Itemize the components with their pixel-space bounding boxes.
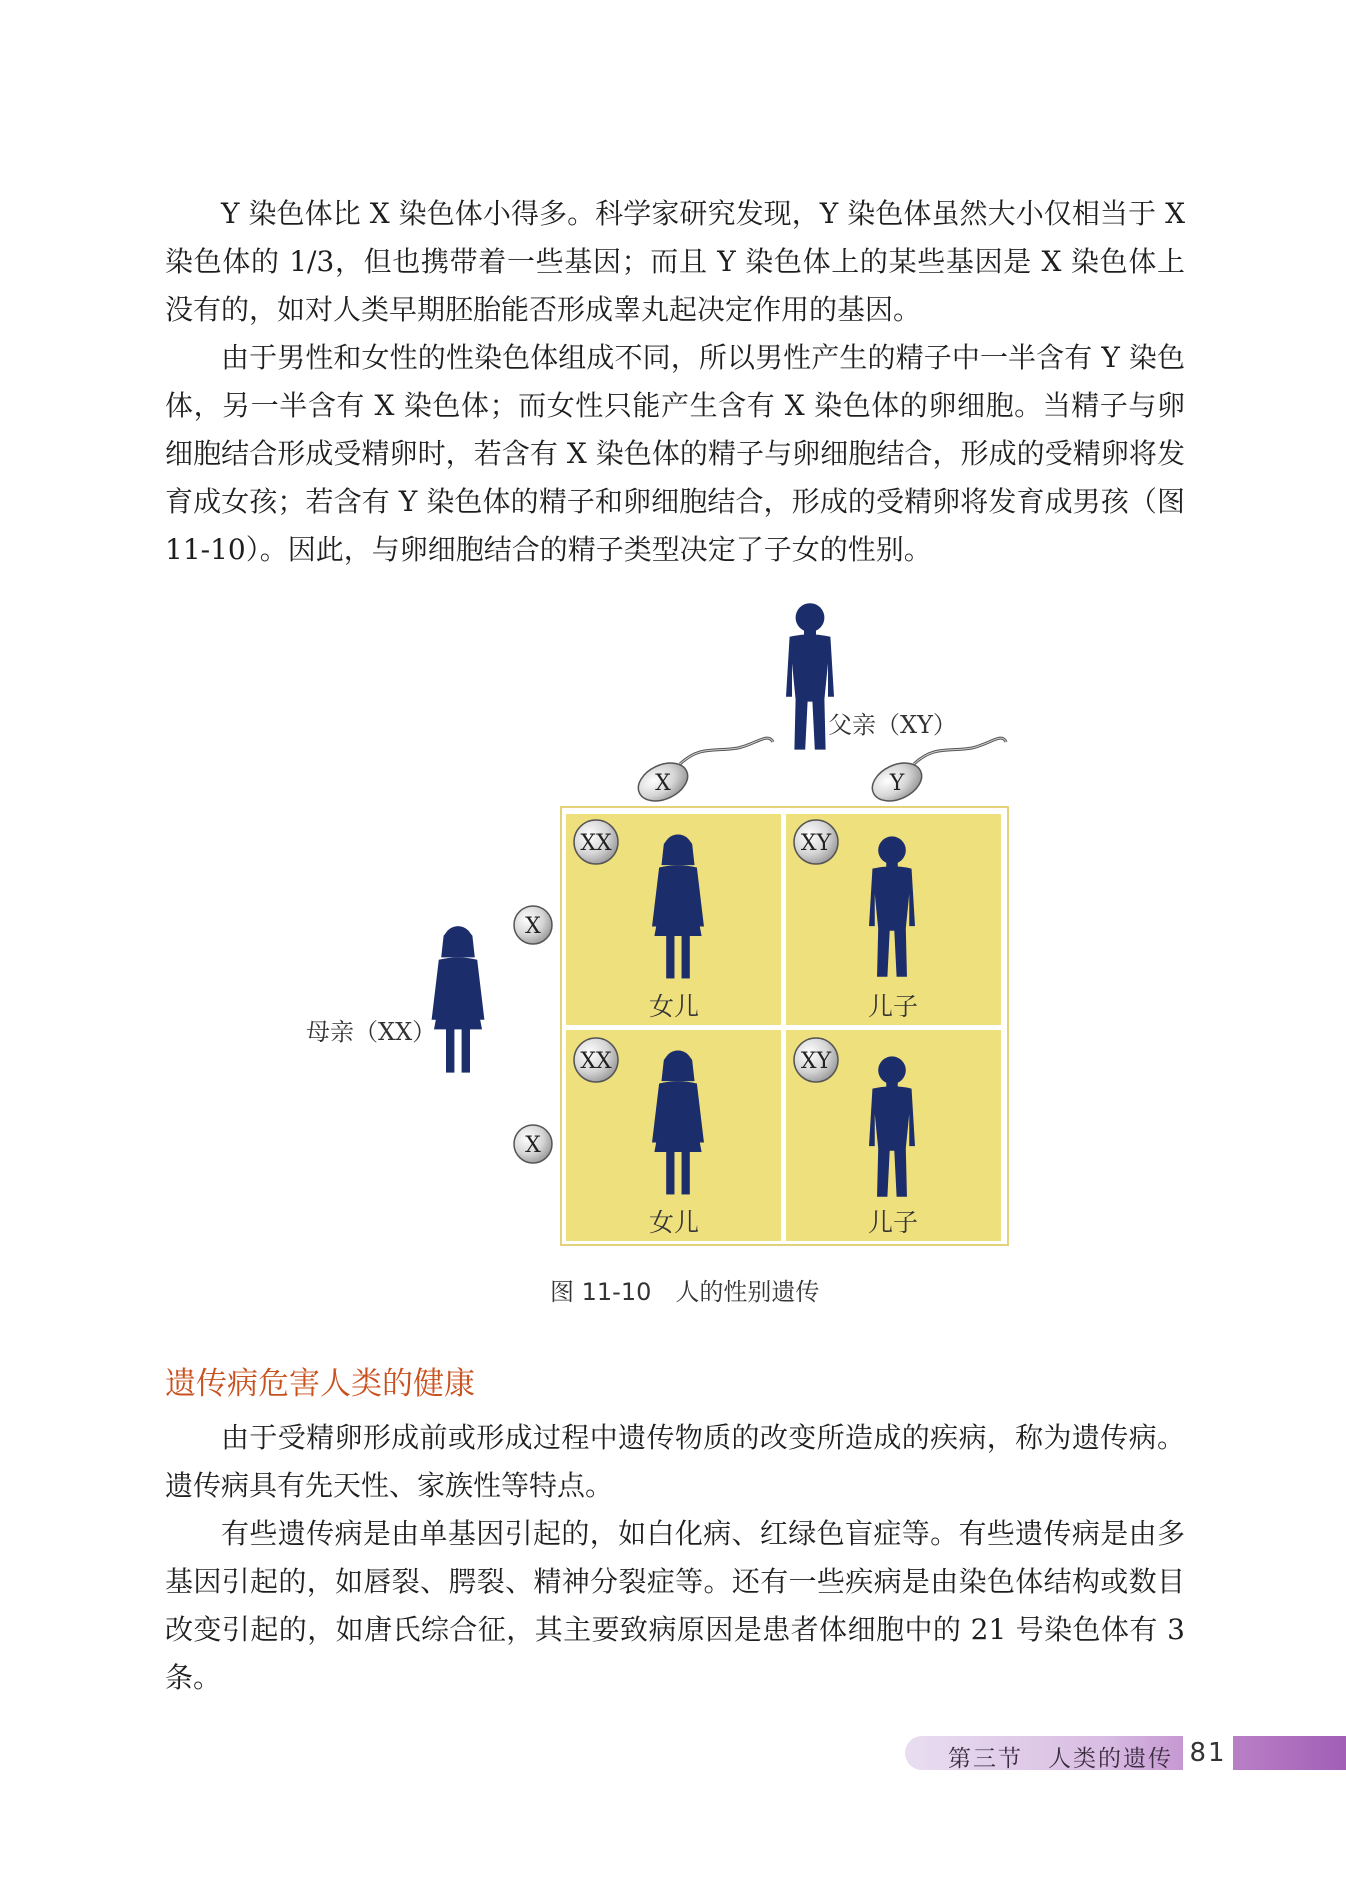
sperm-x-label: X [655,771,671,796]
page-number: 81 [1183,1731,1233,1775]
label-son: 儿子 [867,992,919,1021]
father-label: 父亲（XY） [828,711,957,739]
sperm-x [632,738,773,808]
genotype-xx: XX [580,831,612,856]
paragraph-y-chromosome: Y 染色体比 X 染色体小得多。科学家研究发现，Y 染色体虽然大小仅相当于 X 染色体的 1/3，但也携带着一些基因；而且 Y 染色体上的某些基因是 X 染色体上没有的，如对人类早期胚胎能否形成睾丸起决定作用的基因。 [165,197,1185,326]
egg-x-bottom [514,1125,552,1163]
genetic-disease-text-block [165,1414,1185,1702]
figure-caption: 图 11-10 人的性别遗传 [550,1278,820,1306]
label-son: 儿子 [867,1208,919,1237]
label-daughter: 女儿 [648,992,700,1021]
paragraph-genetic-disease-definition: 由于受精卵形成前或形成过程中遗传物质的改变所造成的疾病，称为遗传病。遗传病具有先天性、家族性等特点。 [165,1421,1185,1502]
sperm-y [866,738,1006,808]
label-daughter: 女儿 [648,1208,700,1237]
mother-label: 母亲（XX） [306,1018,437,1046]
paragraph-sex-determination: 由于男性和女性的性染色体组成不同，所以男性产生的精子中一半含有 Y 染色体，另一半含有 X 染色体；而女性只能产生含有 X 染色体的卵细胞。当精子与卵细胞结合形成受精卵时，若含有 X 染色体的精子与卵细胞结合，形成的受精卵将发育成女孩；若含有 Y 染色体的精子和卵细胞结合，形成的受精卵将发育成男孩（图 11-10）。因此，与卵细胞结合的精子类型决定了子女的性别。 [165,341,1185,566]
genotype-xx: XX [580,1049,612,1074]
section-heading: 遗传病危害人类的健康 [165,1366,475,1402]
father-figure [786,603,834,749]
egg-x-top [514,906,552,944]
paragraph-genetic-disease-types: 有些遗传病是由单基因引起的，如白化病、红绿色盲症等。有些遗传病是由多基因引起的，如唇裂、腭裂、精神分裂症等。还有一些疾病是由染色体结构或数目改变引起的，如唐氏综合征，其主要致病原因是患者体细胞中的 21 号染色体有 3 条。 [165,1517,1185,1694]
svg-text:X: X [525,1133,541,1158]
genotype-xy: XY [800,831,832,856]
genotype-xy: XY [800,1049,832,1074]
svg-text:X: X [525,914,541,939]
sperm-y-label: Y [889,771,905,796]
punnett-grid [561,807,1008,1245]
mother-figure [432,926,485,1072]
footer-section-title: 第三节 人类的遗传 [948,1746,1173,1772]
